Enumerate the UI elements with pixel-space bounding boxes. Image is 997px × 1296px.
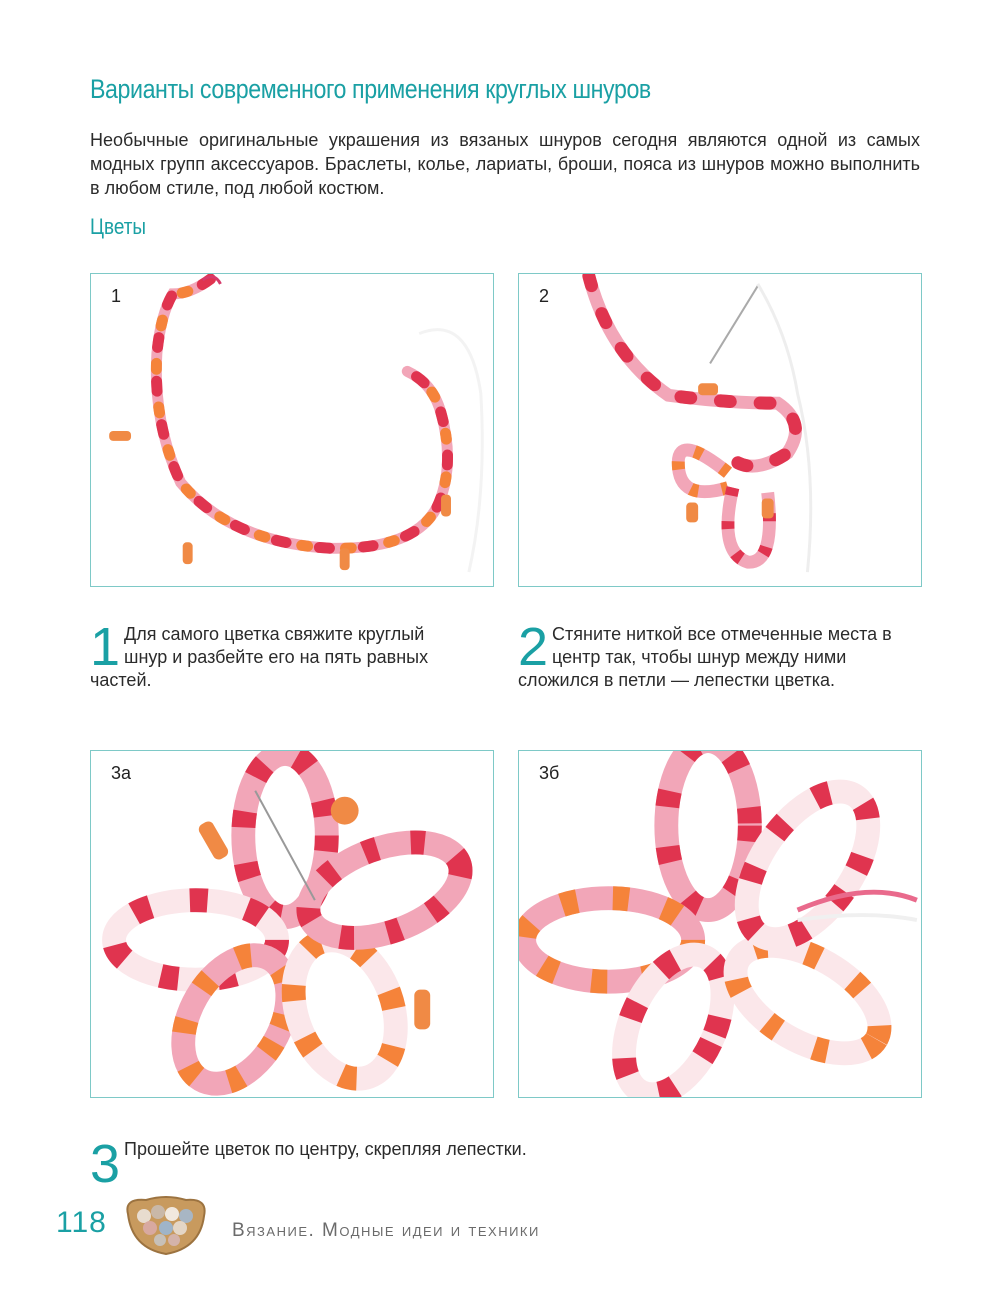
step-number: 3 [90,1134,121,1194]
section-subtitle: Цветы [90,214,146,239]
step-3-instruction [90,1134,690,1194]
step-2-instruction [518,617,908,692]
photo-label: 3а [111,763,132,783]
photo-step-2 [518,273,922,587]
book-title: Вязание. Модные идеи и техники [232,1220,540,1241]
petal-group [114,754,473,1097]
step-text: Стяните ниткой все отмеченные места в центр так, чтобы шнур между ними сложился в петли — лепестки цветка. [518,624,892,690]
photo-label: 3б [539,763,560,783]
step-text: Для самого цветка свяжите круглый шнур и разбейте его на пять равных частей. [90,624,429,690]
step-1-instruction [90,617,470,692]
intro-paragraph: Необычные оригинальные украшения из вязаных шнуров сегодня являются одной из самых модных групп аксессуаров. Браслеты, колье, лариаты, броши, пояса из шнуров можно выполнить в любом стиле, под любой костюм. [90,130,920,198]
cord-loops-image [519,274,921,586]
flower-with-pins-image [91,751,493,1097]
page-number: 118 [56,1206,107,1239]
photo-label: 1 [111,286,122,306]
photo-step-1 [90,273,494,587]
photo-step-3a [90,750,494,1098]
yarn-basket-icon [124,1194,208,1256]
photo-step-3b [518,750,922,1098]
step-number: 1 [90,617,121,677]
finished-flower-image [519,751,921,1097]
page-title: Варианты современного применения круглых шнуров [90,74,651,104]
photo-label: 2 [539,286,550,306]
step-number: 2 [518,617,549,677]
step-text: Прошейте цветок по центру, скрепляя лепестки. [124,1139,527,1159]
knitted-cord-image [91,274,493,586]
